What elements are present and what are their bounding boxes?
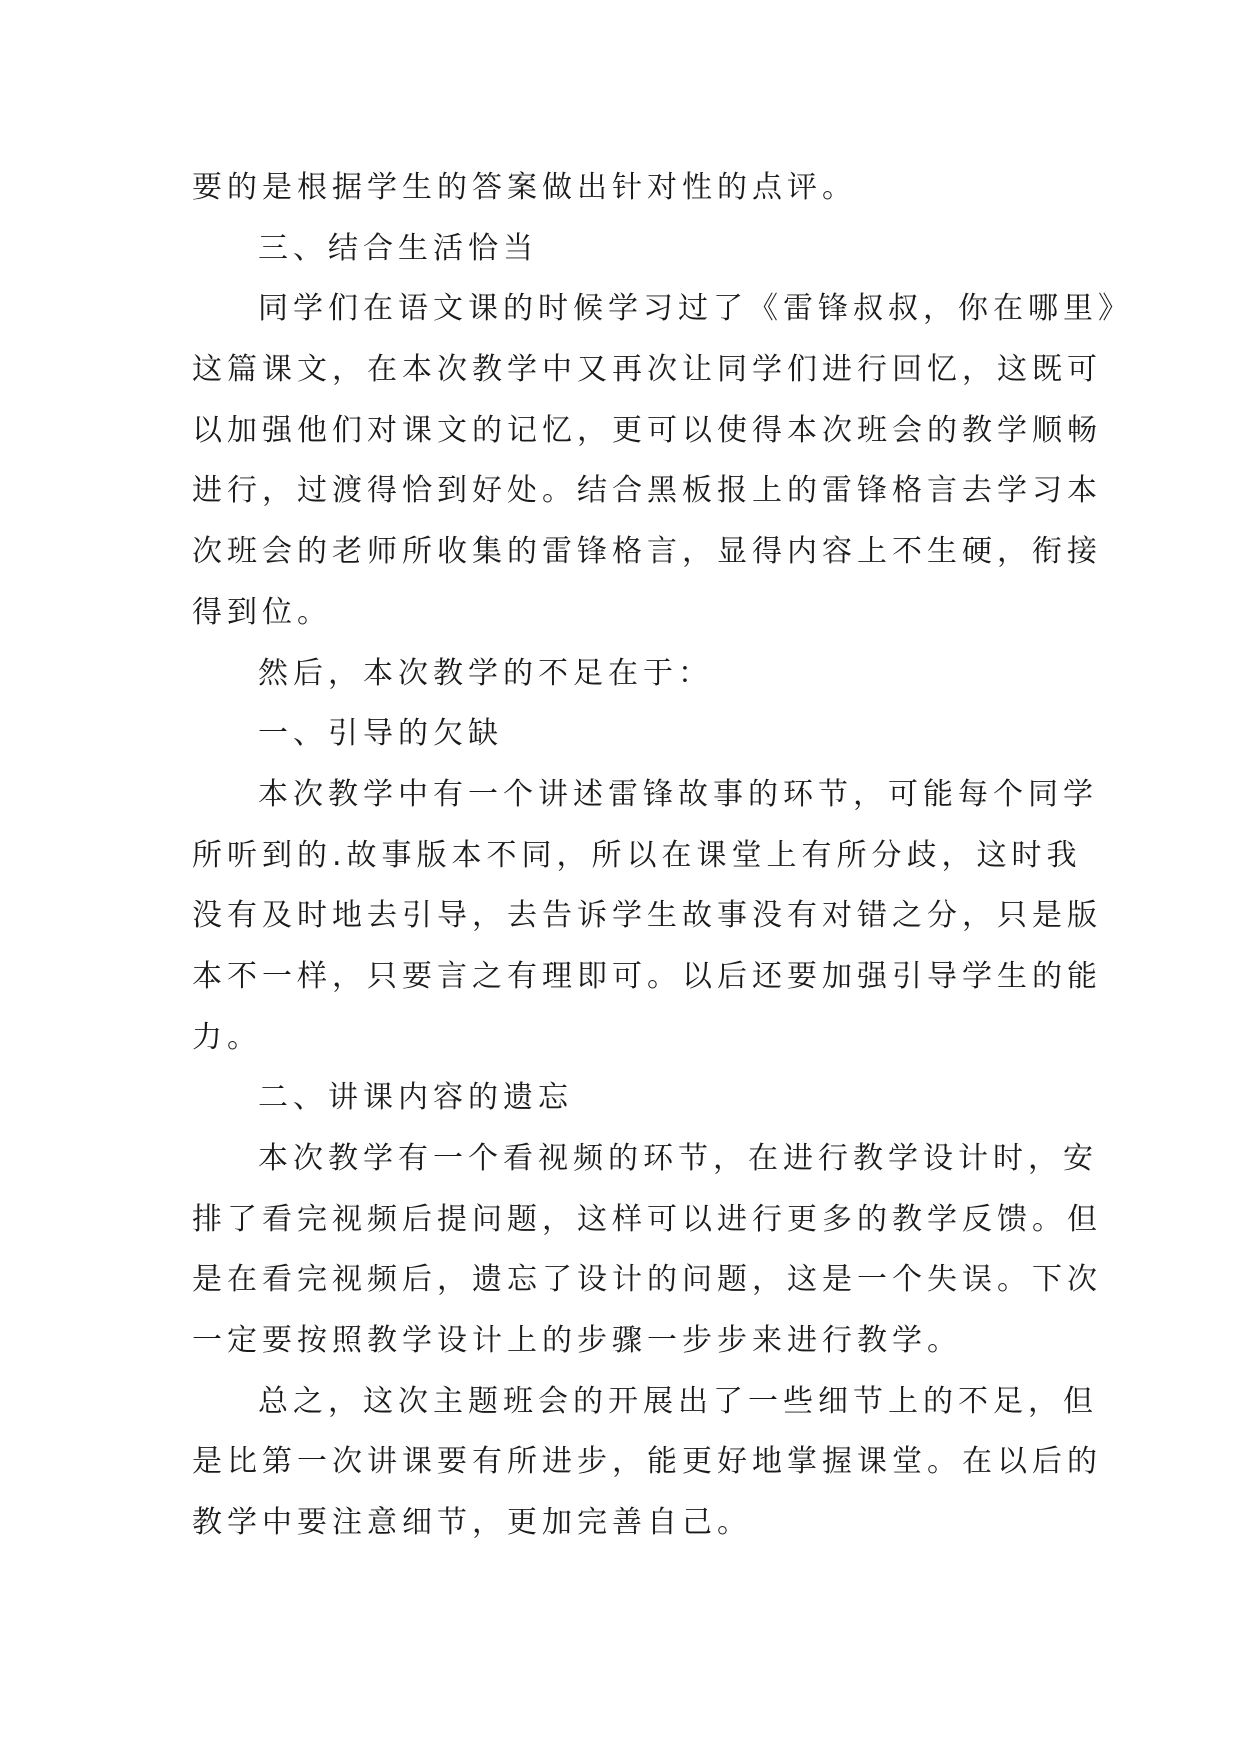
text-line: 以加强他们对课文的记忆，更可以使得本次班会的教学顺畅 — [192, 412, 1102, 448]
text-line: 所听到的.故事版本不同，所以在课堂上有所分歧，这时我 — [192, 837, 1082, 873]
text-line: 一、引导的欠缺 — [258, 716, 503, 752]
text-line: 然后，本次教学的不足在于： — [258, 655, 713, 691]
text-line: 二、讲课内容的遗忘 — [258, 1080, 573, 1116]
text-line: 教学中要注意细节，更加完善自己。 — [192, 1505, 752, 1541]
text-line: 没有及时地去引导，去告诉学生故事没有对错之分，只是版 — [192, 898, 1102, 934]
text-line: 得到位。 — [192, 594, 332, 630]
text-line: 本次教学中有一个讲述雷锋故事的环节，可能每个同学 — [258, 776, 1098, 812]
text-line: 三、结合生活恰当 — [258, 230, 538, 266]
text-line: 要的是根据学生的答案做出针对性的点评。 — [192, 170, 857, 205]
text-line: 一定要按照教学设计上的步骤一步步来进行教学。 — [192, 1323, 962, 1359]
text-line: 力。 — [192, 1019, 262, 1055]
text-line: 排了看完视频后提问题，这样可以进行更多的教学反馈。但 — [192, 1201, 1102, 1237]
text-line: 这篇课文，在本次教学中又再次让同学们进行回忆，这既可 — [192, 352, 1102, 388]
text-line: 同学们在语文课的时候学习过了《雷锋叔叔，你在哪里》 — [258, 291, 1133, 327]
text-line: 本不一样，只要言之有理即可。以后还要加强引导学生的能 — [192, 958, 1102, 994]
text-line: 进行，过渡得恰到好处。结合黑板报上的雷锋格言去学习本 — [192, 473, 1102, 509]
text-line: 本次教学有一个看视频的环节，在进行教学设计时，安 — [258, 1141, 1098, 1176]
text-line: 是在看完视频后，遗忘了设计的问题，这是一个失误。下次 — [192, 1262, 1102, 1298]
text-line: 是比第一次讲课要有所进步，能更好地掌握课堂。在以后的 — [192, 1444, 1102, 1480]
text-line: 总之，这次主题班会的开展出了一些细节上的不足，但 — [258, 1383, 1098, 1419]
text-line: 次班会的老师所收集的雷锋格言，显得内容上不生硬，衔接 — [192, 534, 1102, 570]
document-body — [192, 158, 1133, 1554]
